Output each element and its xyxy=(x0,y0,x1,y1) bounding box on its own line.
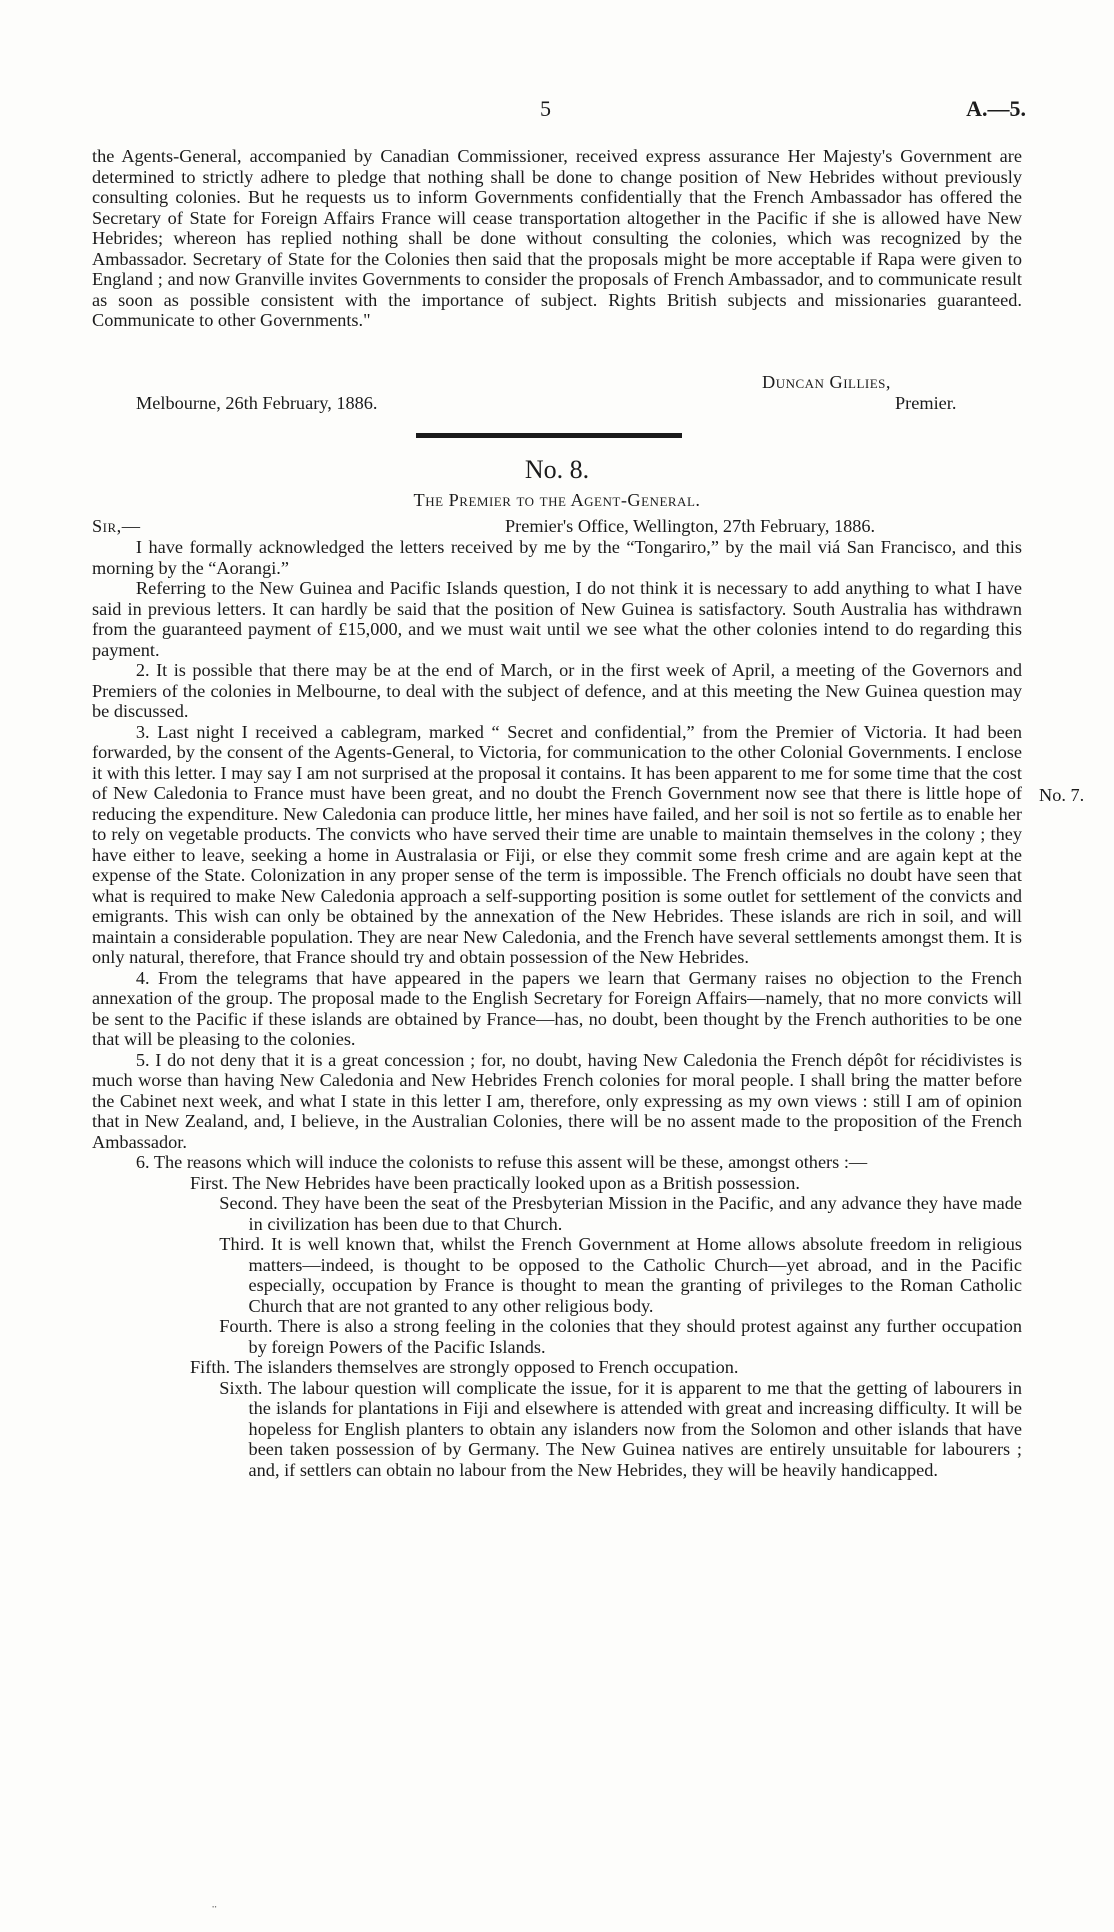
reason-first: First. The New Hebrides have been practically looked upon as a British possession. xyxy=(190,1172,800,1193)
telegram-body xyxy=(92,146,1022,331)
letter-body xyxy=(92,537,1022,1480)
reasons-list xyxy=(190,1173,1022,1481)
letter-salutation: Sir,— xyxy=(92,516,141,536)
reason-second: Second. They have been the seat of the Presbyterian Mission in the Pacific, and any advance they have made in civilization has been due to that Church. xyxy=(219,1193,1022,1234)
paragraph-5: 5. I do not deny that it is a great concession ; for, no doubt, having New Caledonia the French dépôt for récidivistes is much worse than having New Caledonia and New Hebrides French colonies for moral people. I shall bring the matter before the Cabinet next week, and what I state in this letter I am, therefore, only expressing as my own views : still I am of opinion that in New Zealand, and, I believe, in the Australian Colonies, there will be no assent made to the proposition of the French Ambassador. xyxy=(92,1049,1022,1152)
reason-fifth: Fifth. The islanders themselves are strongly opposed to French occupation. xyxy=(190,1357,739,1377)
page-number: 5 xyxy=(540,96,551,121)
paragraph-acknowledgement: I have formally acknowledged the letters received by me by the “Tongariro,” by the mail viá San Francisco, and this morning by the “Aorangi.” xyxy=(92,537,1022,578)
reason-sixth: Sixth. The labour question will complicate the issue, for it is apparent to me that the getting of labourers in the islands for plantations in Fiji and elsewhere is attended with great and increasing difficulty. It will be hopeless for English planters to obtain any islanders now from the Solomon and other islands that have been taken possession of by Germany. The New Guinea natives are entirely unsuitable for labourers ; and, if settlers can obtain no labour from the New Hebrides, they will be heavily handicapped. xyxy=(219,1377,1022,1480)
telegram-text: the Agents-General, accompanied by Canadian Commissioner, received express assurance Her Majesty's Government are determined to strictly adhere to pledge that nothing shall be done to change position of New Hebrides without previously consulting colonies. But he requests us to inform Governments confidentially that the French Ambassador has offered the Secretary of State for Foreign Affairs France will cease transportation altogether in the Pacific if she is allowed have New Hebrides; whereon has replied nothing shall be done without consulting the colonies, which was recognized by the Ambassador. Secretary of State for the Colonies then said that the proposals might be more acceptable if Rapa were given to England ; and now Granville invites Governments to consider the proposals of French Ambassador, and to communicate result as soon as possible consistent with the importance of subject. Rights British subjects and missionaries guaranteed. Communicate to other Governments." xyxy=(92,146,1022,330)
letter-heading: The Premier to the Agent-General. xyxy=(413,490,701,510)
paragraph-2: 2. It is possible that there may be at the end of March, or in the first week of April, a meeting of the Governors and Premiers of the colonies in Melbourne, to deal with the subject of defence, and at this meeting the New Guinea question may be discussed. xyxy=(92,660,1022,721)
paragraph-new-guinea: Referring to the New Guinea and Pacific Islands question, I do not think it is necessary to add anything to what I have said in previous letters. It can hardly be said that the position of New Guinea is satisfactory. South Australia has withdrawn from the guaranteed payment of £15,000, and we must wait until we see what the other colonies intend to do regarding this payment. xyxy=(92,578,1022,660)
paragraph-6: 6. The reasons which will induce the colonists to refuse this assent will be these, amongst others :— xyxy=(135,1152,868,1172)
footer-mark: ¨ xyxy=(212,1904,217,1919)
paragraph-4: 4. From the telegrams that have appeared in the papers we learn that Germany raises no objection to the French annexation of the group. The proposal made to the English Secretary for Foreign Affairs—namely, that no more convicts will be sent to the Pacific if these islands are obtained by France—has, no doubt, been thought by the French authorities to be one that will be pleasing to the colonies. xyxy=(92,967,1022,1049)
reason-fourth: Fourth. There is also a strong feeling in the colonies that they should protest against any further occupation by foreign Powers of the Pacific Islands. xyxy=(219,1316,1022,1357)
margin-note: No. 7. xyxy=(1039,785,1085,805)
document-reference: A.—5. xyxy=(966,96,1026,121)
paragraph-3: 3. Last night I received a cablegram, marked “ Secret and confidential,” from the Premier of Victoria. It had been forwarded, by the consent of the Agents-General, to Victoria, for communication to the other Colonial Governments. I enclose it with this letter. I may say I am not surprised at the proposal it contains. It has been apparent to me for some time that the cost of New Caledonia to France must have been great, and no doubt the French Government now see that there is little hope of reducing the expenditure. New Caledonia can produce little, her mines have failed, and her soil is not so fertile as to enable her to rely on vegetable products. The convicts who have served their time are unable to maintain themselves in the colony ; they have either to leave, seeking a home in Australasia or Fiji, or else they commit some fresh crime and are again kept at the expense of the State. Colonization in any proper sense of the term is impossible. The French officials no doubt have seen that what is required to make New Caledonia approach a self-supporting position is some outlet for settlement of the convicts and emigrants. This wish can only be obtained by the annexation of the New Hebrides. These islands are rich in soil, and will maintain a considerable population. They are near New Caledonia, and the French have several settlements amongst them. It is only natural, therefore, that France should try and obtain possession of the New Hebrides. xyxy=(92,721,1022,967)
reason-third: Third. It is well known that, whilst the French Government at Home allows absolute freedom in religious matters—indeed, is thought to be opposed to the Catholic Church—yet abroad, and in the Pacific especially, occupation by France is thought to mean the granting of privileges to the Roman Catholic Church that are not granted to any other religious body. xyxy=(219,1234,1022,1316)
letter-dateline: Premier's Office, Wellington, 27th February, 1886. xyxy=(505,516,876,536)
letter-number: No. 8. xyxy=(524,455,590,484)
telegram-place-date: Melbourne, 26th February, 1886. xyxy=(136,393,378,413)
telegram-signatory-title: Premier. xyxy=(895,393,957,413)
telegram-signatory: Duncan Gillies, xyxy=(762,372,891,392)
section-divider xyxy=(416,433,682,438)
